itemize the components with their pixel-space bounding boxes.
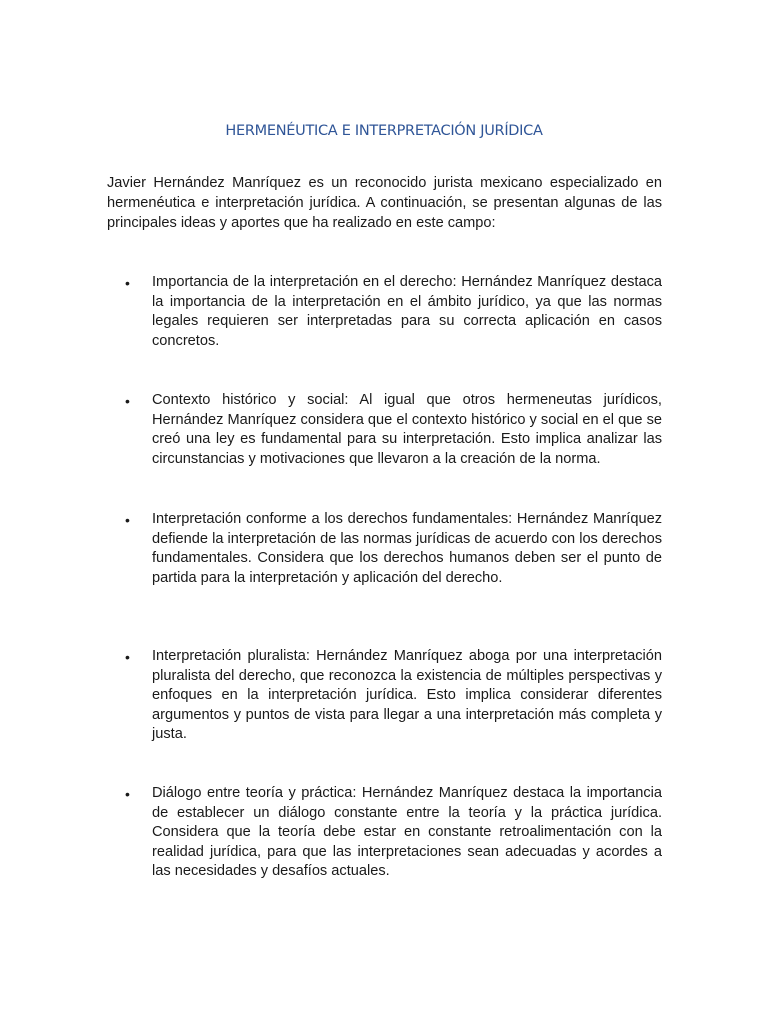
- bullet-text: Interpretación pluralista: Hernández Manríquez aboga por una interpretación pluralista del derecho, que reconozca la existencia de múltiples perspectivas y enfoques en la interpretación jurídica. Esto implica considerar diferentes argumentos y puntos de vista para llegar a una interpretación más completa y justa.: [152, 648, 662, 742]
- bullet-icon: •: [125, 649, 130, 665]
- intro-paragraph: Javier Hernández Manríquez es un reconocido jurista mexicano especializado en hermenéutica e interpretación jurídica. A continuación, se presentan algunas de las principales ideas y aportes que ha realizado en este campo:: [107, 175, 662, 231]
- bullet-icon: •: [125, 393, 130, 409]
- bullet-text: Interpretación conforme a los derechos fundamentales: Hernández Manríquez defiende la interpretación de las normas jurídicas de acuerdo con los derechos fundamentales. Considera que los derechos humanos deben ser el punto de partida para la interpretación y aplicación del derecho.: [152, 511, 662, 586]
- page-title: HERMENÉUTICA E INTERPRETACIÓN JURÍDICA: [225, 123, 543, 139]
- bullet-text: Diálogo entre teoría y práctica: Hernández Manríquez destaca la importancia de establecer un diálogo constante entre la teoría y la práctica jurídica. Considera que la teoría debe estar en constante retroalimentación con la realidad jurídica, para que las interpretaciones sean adecuadas y acordes a las necesidades y desafíos actuales.: [152, 785, 662, 879]
- bullet-icon: •: [125, 275, 130, 291]
- bullet-text: Contexto histórico y social: Al igual que otros hermeneutas jurídicos, Hernández Manríquez considera que el contexto histórico y social en el que se creó una ley es fundamental para su interpretación. Esto implica analizar las circunstancias y motivaciones que llevaron a la creación de la norma.: [152, 392, 662, 467]
- bullet-icon: •: [125, 512, 130, 528]
- bullet-icon: •: [125, 786, 130, 802]
- bullet-text: Importancia de la interpretación en el derecho: Hernández Manríquez destaca la importancia de la interpretación en el ámbito jurídico, ya que las normas legales requieren ser interpretadas para su correcta aplicación en casos concretos.: [152, 274, 662, 349]
